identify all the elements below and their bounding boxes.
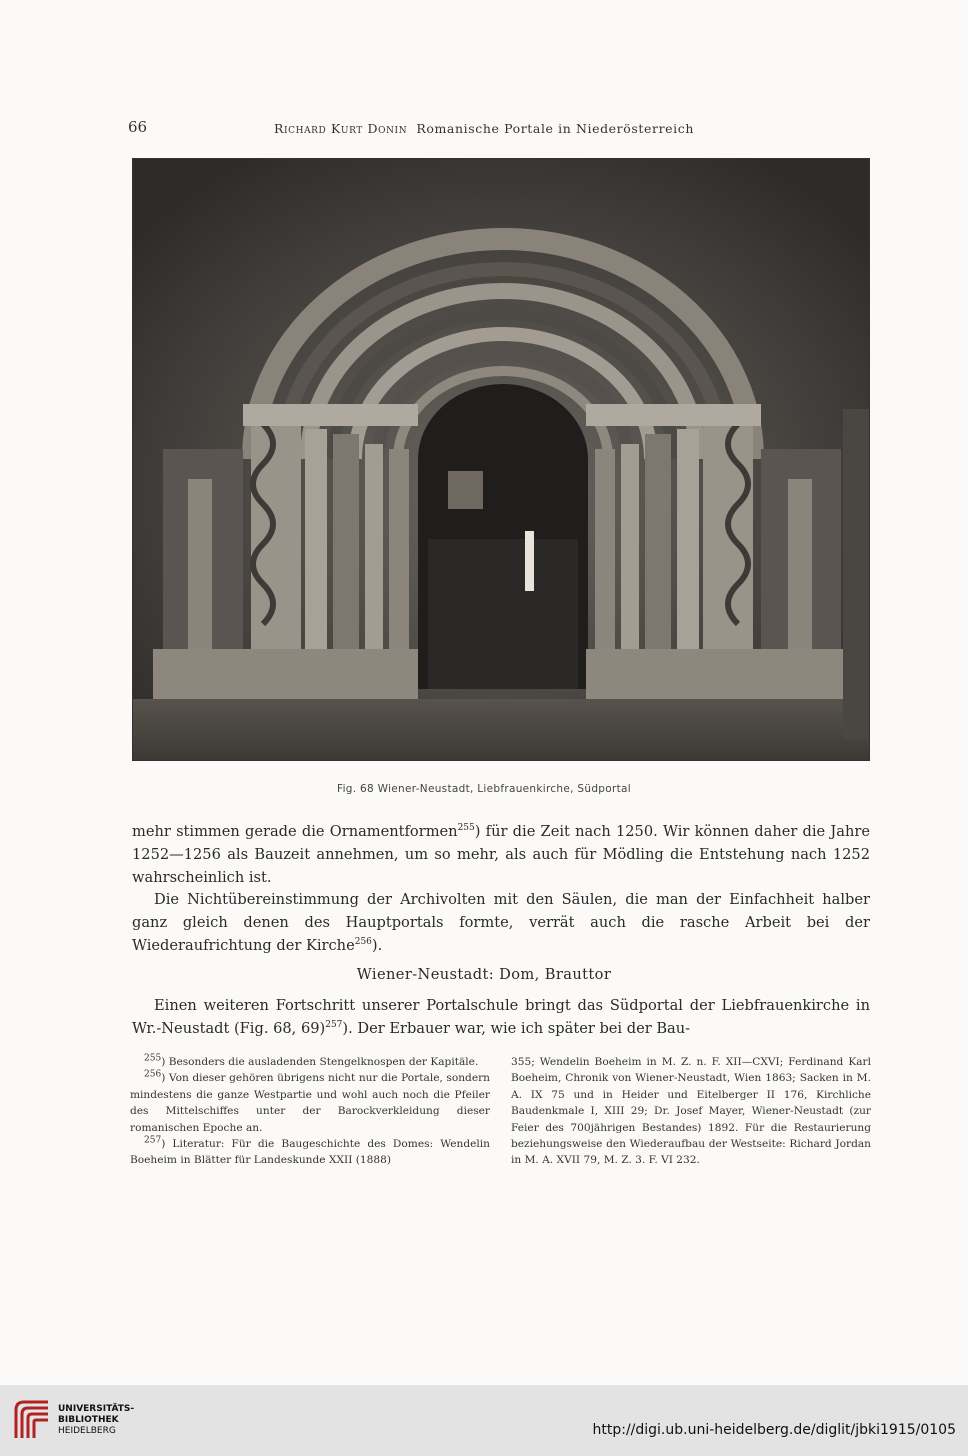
footnote-ref-257[interactable]: 257 [325, 1020, 343, 1031]
footnote-text-255: ) Besonders die ausladenden Stengelknospen der Kapitäle. [161, 1056, 479, 1068]
p1-text-a: mehr stimmen gerade die Ornamentformen [132, 823, 458, 840]
p1-text-b: ) für die Zeit nach 1250. Wir können daher die Jahre 1252—1256 als Bauzeit annehmen, um so mehr, als auch für Mödling die Entstehung nach 1252 wahrscheinlich ist. [132, 823, 870, 886]
running-header [0, 121, 968, 136]
footnote-number-257: 257 [144, 1135, 162, 1146]
paragraph-2 [132, 888, 870, 957]
library-logo-text [58, 1404, 134, 1437]
logo-line-3: HEIDELBERG [58, 1426, 116, 1436]
running-header-author: Richard Kurt Donin [273, 121, 408, 136]
paragraph-1 [132, 820, 870, 889]
p3-text-a: Einen weiteren Fortschritt unserer Portalschule bringt das Südportal der Liebfrauenkirche in Wr.-Neustadt (Fig. 68, 69) [132, 997, 870, 1037]
figure-caption: Fig. 68 Wiener-Neustadt, Liebfrauenkirche, Südportal [337, 783, 631, 795]
section-heading: Wiener-Neustadt: Dom, Brauttor [356, 966, 612, 983]
logo-line-2: BIBLIOTHEK [58, 1415, 119, 1425]
p3-text-b: ). Der Erbauer war, wie ich später bei der Bau- [342, 1020, 691, 1037]
footnote-text-256: ) Von dieser gehören übrigens nicht nur die Portale, sondern mindestens die ganze Westpartie und wohl auch noch die Pfeiler des Mittelschiffes unter der Barockverkleidung dieser romanischen Epoche an. [130, 1072, 490, 1134]
footnote-256 [130, 1070, 490, 1136]
footnote-257-continued: 355; Wendelin Boeheim in M. Z. n. F. XII—CXVI; Ferdinand Karl Boeheim, Chronik von Wiener-Neustadt, Wien 1863; Sacken in M. A. IX 75 und in Heider und Eitelberger II 176, Kirchliche Baudenkmale I, XIII 29; Dr. Josef Mayer, Wiener-Neustadt (zur Feier des 700jährigen Bestandes) 1892. Für die Restaurierung beziehungsweise den Wiederaufbau der Westseite: Richard Jordan in M. A. XVII 79, M. Z. 3. F. VI 232. [511, 1056, 871, 1167]
footnotes-left-column [130, 1054, 490, 1169]
footnote-number-256: 256 [144, 1069, 162, 1080]
running-header-title: Romanische Portale in Niederösterreich [416, 121, 695, 136]
source-url-link[interactable]: http://digi.ub.uni-heidelberg.de/diglit/jbki1915/0105 [592, 1422, 956, 1438]
portal-photo-illustration [133, 159, 870, 761]
footnote-255 [130, 1054, 490, 1070]
page-number: 66 [128, 118, 148, 136]
footnote-257 [130, 1136, 490, 1169]
footnote-text-257: ) Literatur: Für die Baugeschichte des Domes: Wendelin Boeheim in Blätter für Landeskunde XXII (1888) [130, 1138, 490, 1167]
footer-bar [0, 1385, 968, 1456]
logo-line-1: UNIVERSITÄTS- [58, 1404, 135, 1414]
library-logo-icon[interactable] [10, 1398, 54, 1442]
p2-text-a: Die Nichtübereinstimmung der Archivolten mit den Säulen, die man der Einfachheit halber ganz gleich denen des Hauptportals formte, verrät auch die rasche Arbeit bei der Wiederaufrichtung der Kirche [132, 891, 870, 954]
footnotes-right-column [511, 1054, 871, 1169]
footnote-ref-255[interactable]: 255 [457, 823, 475, 834]
paragraph-3 [132, 994, 870, 1040]
p2-text-b: ). [371, 937, 383, 954]
footnote-number-255: 255 [144, 1053, 162, 1064]
figure-photo [132, 158, 870, 761]
footnote-ref-256[interactable]: 256 [354, 937, 372, 948]
